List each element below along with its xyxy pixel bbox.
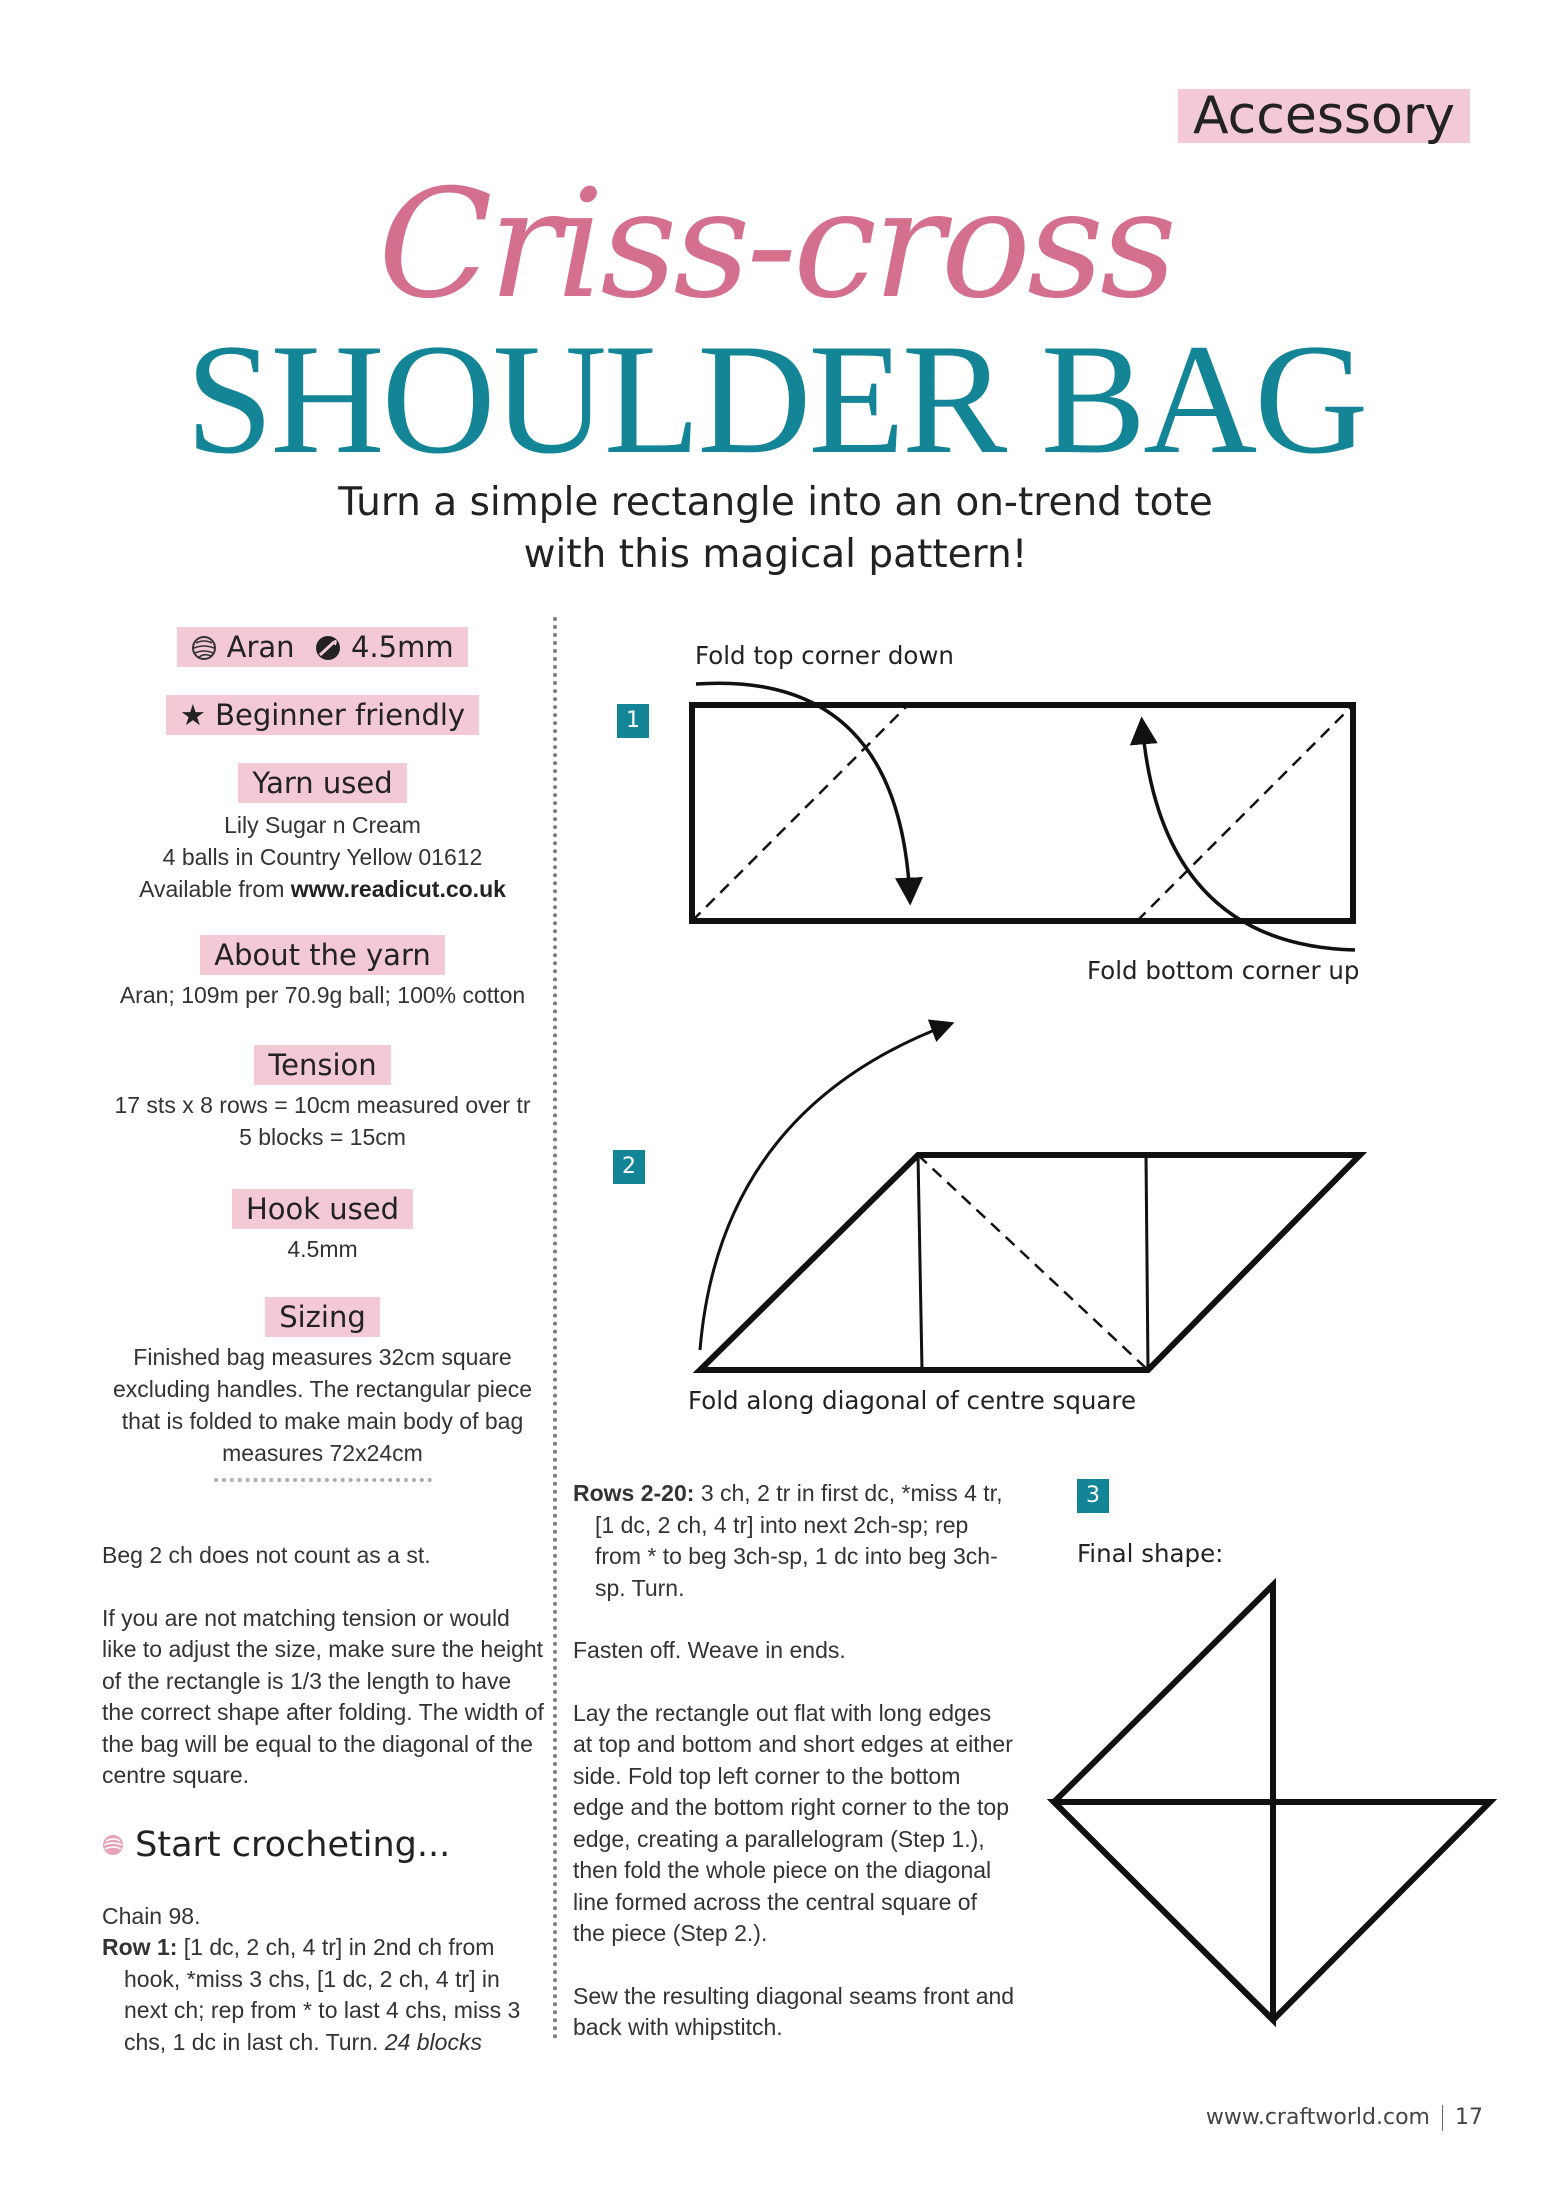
star-icon: ★ xyxy=(179,698,206,732)
row-1-label: Row 1: xyxy=(102,1934,178,1960)
tension-line-1: 17 sts x 8 rows = 10cm measured over tr xyxy=(114,1092,531,1118)
tension-line-2: 5 blocks = 15cm xyxy=(239,1124,406,1150)
rows-2-20-label: Rows 2-20: xyxy=(573,1480,695,1506)
step-3-label: Final shape: xyxy=(1077,1539,1224,1568)
tension-heading: Tension xyxy=(254,1045,390,1085)
page-number: 17 xyxy=(1455,2105,1483,2130)
rows-2-20-text: 3 ch, 2 tr in first dc, *miss 4 tr, [1 dc, 2 ch, 4 tr] into next 2ch-sp; rep from * to beg 3ch-sp, 1 dc into beg 3ch-sp. Turn. xyxy=(595,1480,1003,1601)
page-footer xyxy=(1206,2105,1483,2131)
subtitle-line-1: Turn a simple rectangle into an on-trend tote xyxy=(338,480,1213,525)
row-1-count: 24 blocks xyxy=(384,2028,482,2055)
about-yarn-heading: About the yarn xyxy=(200,935,445,975)
sizing-line-2: excluding handles. The rectangular piece xyxy=(113,1376,532,1402)
sizing-line-3: that is folded to make main body of bag xyxy=(121,1408,524,1434)
step-1-number: 1 xyxy=(617,704,649,738)
hook-used-heading: Hook used xyxy=(232,1189,413,1229)
start-crocheting-text: Start crocheting... xyxy=(135,1824,451,1865)
chain-instruction: Chain 98. xyxy=(102,1902,201,1929)
seams-text: Sew the resulting diagonal seams front and back with whipstitch. xyxy=(573,1982,1015,2040)
step-2-number: 2 xyxy=(613,1150,645,1184)
step-2-diagram xyxy=(700,1024,1360,1370)
fasten-off-text: Fasten off. Weave in ends. xyxy=(573,1637,846,1663)
difficulty-text: Beginner friendly xyxy=(215,698,466,732)
sizing-heading: Sizing xyxy=(265,1297,380,1337)
yarn-weight: Aran xyxy=(226,630,295,664)
note-tension: If you are not matching tension or would like to adjust the size, make sure the height of the rectangle is 1/3 the length to have the correct shape after folding. The width of the bag will be equal to the diagonal of the centre square. xyxy=(102,1604,544,1788)
step-3-number: 3 xyxy=(1077,1479,1109,1513)
supplier-link[interactable]: www.readicut.co.uk xyxy=(290,876,506,902)
note-beg-ch: Beg 2 ch does not count as a st. xyxy=(102,1542,431,1568)
subtitle-line-2: with this magical pattern! xyxy=(523,532,1028,577)
step-3-diagram xyxy=(1054,1585,1490,2020)
available-prefix: Available from xyxy=(139,876,285,902)
footer-divider xyxy=(1442,2105,1443,2131)
hook-size: 4.5mm xyxy=(350,630,454,664)
step-1-label-top: Fold top corner down xyxy=(695,641,954,670)
yarn-quantity: 4 balls in Country Yellow 01612 xyxy=(162,844,483,870)
sizing-line-4: measures 72x24cm xyxy=(222,1440,423,1466)
step-2-label: Fold along diagonal of centre square xyxy=(688,1386,1137,1415)
yarn-used-heading: Yarn used xyxy=(238,763,406,803)
footer-website[interactable]: www.craftworld.com xyxy=(1205,2105,1430,2130)
yarn-name: Lily Sugar n Cream xyxy=(224,812,421,838)
row-1-text: [1 dc, 2 ch, 4 tr] in 2nd ch from hook, *miss 3 chs, [1 dc, 2 ch, 4 tr] in next ch; rep from * to last 4 chs, miss 3 chs, 1 dc in last ch. Turn. xyxy=(124,1934,521,2055)
hook-used-text: 4.5mm xyxy=(287,1236,358,1262)
section-tag: Accessory xyxy=(1178,89,1470,143)
assembly-text: Lay the rectangle out flat with long edges at top and bottom and short edges at either side. Fold top left corner to the bottom edge and the bottom right corner to the top edge, creating a parallelogram (Step 1.), then fold the whole piece on the diagonal line formed across the central square of the piece (Step 2.). xyxy=(573,1699,1013,1946)
step-1-label-bottom: Fold bottom corner up xyxy=(1087,956,1360,985)
step-1-diagram xyxy=(692,683,1355,950)
sizing-line-1: Finished bag measures 32cm square xyxy=(133,1344,512,1370)
about-yarn-text: Aran; 109m per 70.9g ball; 100% cotton xyxy=(119,982,526,1008)
page-title: SHOULDER BAG xyxy=(185,312,1366,487)
title-script: Criss-cross xyxy=(377,158,1174,332)
